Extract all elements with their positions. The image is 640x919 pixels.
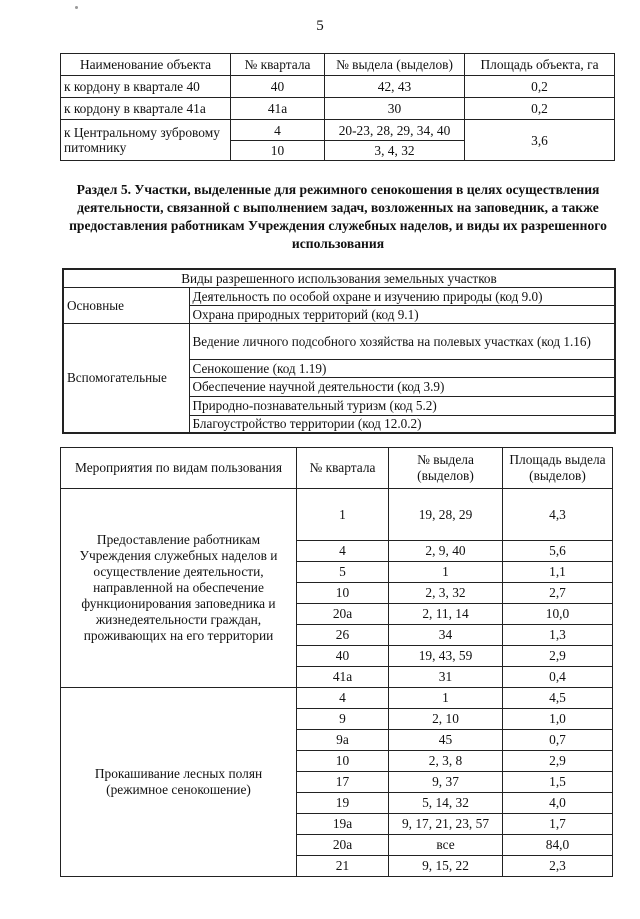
table-header-row — [61, 54, 615, 76]
kvartal-cell: 41а — [231, 98, 325, 120]
object-name: к кордону в квартале 40 — [61, 76, 231, 98]
vydel-cell: 2, 3, 8 — [389, 751, 503, 772]
kvartal-cell: 40 — [297, 646, 389, 667]
area-cell: 4,5 — [503, 688, 613, 709]
use-item: Сенокошение (код 1.19) — [189, 359, 615, 377]
permitted-use-header: Виды разрешенного использования земельных участков — [63, 269, 615, 287]
vydel-cell: 1 — [389, 688, 503, 709]
table-row — [61, 120, 615, 141]
vydel-cell: 34 — [389, 625, 503, 646]
area-cell: 3,6 — [465, 120, 615, 161]
section-heading: Раздел 5. Участки, выделенные для режимного сенокошения в целях осуществления деятельности, связанной с выполнением задач, возложенных на заповедник, а также предоставления работникам Учреждения служебных наделов, и виды их разрешенного использования — [69, 182, 607, 251]
area-cell: 0,2 — [465, 98, 615, 120]
table-row — [61, 76, 615, 98]
use-item: Обеспечение научной деятельности (код 3.9) — [189, 377, 615, 396]
kvartal-cell: 41а — [297, 667, 389, 688]
vydel-cell: 45 — [389, 730, 503, 751]
header-kvartal: № квартала — [231, 54, 325, 76]
header-vydel: № выдела (выделов) — [389, 448, 503, 489]
kvartal-cell: 4 — [297, 688, 389, 709]
header-activity: Мероприятия по видам пользования — [61, 448, 297, 489]
kvartal-cell: 10 — [297, 583, 389, 604]
use-item: Природно-познавательный туризм (код 5.2) — [189, 396, 615, 415]
table-row — [61, 98, 615, 120]
kvartal-cell: 5 — [297, 562, 389, 583]
area-cell: 10,0 — [503, 604, 613, 625]
area-cell: 5,6 — [503, 541, 613, 562]
vydel-cell: 2, 3, 32 — [389, 583, 503, 604]
area-cell: 2,9 — [503, 751, 613, 772]
vydel-cell: 2, 10 — [389, 709, 503, 730]
kvartal-cell: 10 — [297, 751, 389, 772]
kvartal-cell: 21 — [297, 856, 389, 877]
kvartal-cell: 19 — [297, 793, 389, 814]
vydel-cell: 9, 37 — [389, 772, 503, 793]
header-area: Площадь выдела (выделов) — [503, 448, 613, 489]
vydel-cell: 9, 17, 21, 23, 57 — [389, 814, 503, 835]
area-cell: 84,0 — [503, 835, 613, 856]
kvartal-cell: 9а — [297, 730, 389, 751]
vydel-cell: 19, 43, 59 — [389, 646, 503, 667]
area-cell: 1,1 — [503, 562, 613, 583]
vydel-cell: 2, 9, 40 — [389, 541, 503, 562]
vydel-cell: все — [389, 835, 503, 856]
vydel-cell: 19, 28, 29 — [389, 489, 503, 541]
vydel-cell: 9, 15, 22 — [389, 856, 503, 877]
vydel-cell: 3, 4, 32 — [325, 141, 465, 161]
area-cell: 4,3 — [503, 489, 613, 541]
kvartal-cell: 26 — [297, 625, 389, 646]
area-cell: 0,4 — [503, 667, 613, 688]
objects-table — [60, 53, 615, 161]
table-row — [61, 489, 613, 541]
table-row — [61, 688, 613, 709]
table-header-row — [61, 448, 613, 489]
area-cell: 4,0 — [503, 793, 613, 814]
activities-table — [60, 447, 613, 877]
vydel-cell: 2, 11, 14 — [389, 604, 503, 625]
vydel-cell: 31 — [389, 667, 503, 688]
vydel-cell: 20-23, 28, 29, 34, 40 — [325, 120, 465, 141]
object-name: к Центральному зубровому питомнику — [61, 120, 231, 161]
page-number: 5 — [316, 18, 324, 34]
vydel-cell: 1 — [389, 562, 503, 583]
table-row — [63, 287, 615, 305]
kvartal-cell: 19а — [297, 814, 389, 835]
area-cell: 1,0 — [503, 709, 613, 730]
kvartal-cell: 20а — [297, 604, 389, 625]
area-cell: 0,2 — [465, 76, 615, 98]
header-object-name: Наименование объекта — [61, 54, 231, 76]
area-cell: 2,7 — [503, 583, 613, 604]
scan-speck — [75, 6, 78, 9]
object-name: к кордону в квартале 41а — [61, 98, 231, 120]
use-item: Благоустройство территории (код 12.0.2) — [189, 415, 615, 433]
kvartal-cell: 9 — [297, 709, 389, 730]
kvartal-cell: 4 — [231, 120, 325, 141]
kvartal-cell: 40 — [231, 76, 325, 98]
group-label-auxiliary: Вспомогательные — [63, 323, 189, 433]
header-kvartal: № квартала — [297, 448, 389, 489]
vydel-cell: 5, 14, 32 — [389, 793, 503, 814]
kvartal-cell: 20а — [297, 835, 389, 856]
activity-cell: Прокашивание лесных полян (режимное сенокошение) — [61, 688, 297, 877]
header-vydel: № выдела (выделов) — [325, 54, 465, 76]
permitted-use-table — [62, 268, 616, 434]
area-cell: 1,7 — [503, 814, 613, 835]
header-area: Площадь объекта, га — [465, 54, 615, 76]
area-cell: 1,5 — [503, 772, 613, 793]
use-item: Охрана природных территорий (код 9.1) — [189, 305, 615, 323]
kvartal-cell: 1 — [297, 489, 389, 541]
activity-cell: Предоставление работникам Учреждения служебных наделов и осуществление деятельности, направленной на обеспечение функционирования заповедника и жизнедеятельности граждан, проживающих на его территории — [61, 489, 297, 688]
table-row — [63, 323, 615, 359]
area-cell: 2,9 — [503, 646, 613, 667]
kvartal-cell: 17 — [297, 772, 389, 793]
vydel-cell: 30 — [325, 98, 465, 120]
group-label-main: Основные — [63, 287, 189, 323]
vydel-cell: 42, 43 — [325, 76, 465, 98]
area-cell: 2,3 — [503, 856, 613, 877]
kvartal-cell: 4 — [297, 541, 389, 562]
use-item: Деятельность по особой охране и изучению природы (код 9.0) — [189, 287, 615, 305]
area-cell: 1,3 — [503, 625, 613, 646]
kvartal-cell: 10 — [231, 141, 325, 161]
use-item: Ведение личного подсобного хозяйства на полевых участках (код 1.16) — [189, 323, 615, 359]
area-cell: 0,7 — [503, 730, 613, 751]
table-header-row — [63, 269, 615, 287]
